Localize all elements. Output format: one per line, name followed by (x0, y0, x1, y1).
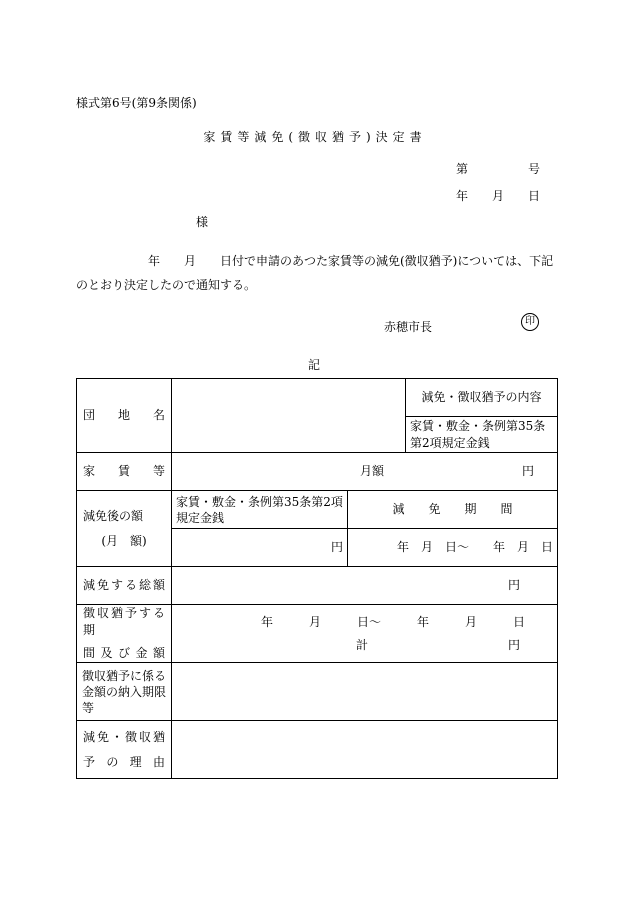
after-sub: (月 額) (101, 533, 147, 548)
due-value (172, 663, 558, 721)
after-label-cell (77, 491, 172, 567)
defer-range: 年 月 日〜 年 月 日 (261, 614, 526, 629)
reason-label-2: 予の理由 (83, 754, 165, 769)
document-title: 家賃等減免(徴収猶予)決定書 (203, 130, 427, 144)
decision-table (76, 378, 558, 779)
paragraph-line-1: 年 月 日付で申請のあつた家賃等の減免(徴収猶予)については、下記 (148, 254, 554, 268)
paragraph-line-2: のとおり決定したので通知する。 (76, 278, 257, 292)
defer-label-1: 徴収猶予する期 (83, 606, 165, 637)
due-label: 徴収猶予に係る金額の納入期限等 (77, 663, 172, 721)
reason-label-cell (77, 721, 172, 779)
reason-label-1: 減免・徴収猶 (83, 729, 165, 744)
form-number: 様式第6号(第9条関係) (76, 96, 197, 110)
after-label: 減免後の額 (83, 508, 144, 523)
date-year-label: 年 (456, 189, 469, 203)
danchi-label: 団地名 (77, 379, 172, 453)
number-suffix: 号 (528, 162, 541, 176)
after-header: 家賃・敷金・条例第35条第2項規定金銭 (172, 491, 348, 529)
rent-yen: 円 (522, 464, 535, 478)
total-value (172, 567, 558, 605)
ki-heading: 記 (308, 358, 321, 372)
monthly-label: 月額 (360, 464, 385, 478)
defer-yen: 円 (508, 637, 521, 652)
total-label: 減免する総額 (77, 567, 172, 605)
period-header: 減 免 期 間 (348, 491, 558, 529)
total-yen: 円 (508, 578, 521, 592)
reason-value (172, 721, 558, 779)
defer-total-label: 計 (356, 637, 369, 652)
defer-value (172, 605, 558, 663)
rent-label: 家賃等 (77, 453, 172, 491)
content-header: 減免・徴収猶予の内容 (406, 379, 558, 417)
addressee-suffix: 様 (196, 215, 209, 229)
rent-value (172, 453, 558, 491)
period-range: 年 月 日〜 年 月 日 (348, 529, 558, 567)
danchi-value (172, 379, 406, 453)
date-day-label: 日 (528, 189, 541, 203)
after-yen: 円 (172, 529, 348, 567)
seal-mark: 印 (521, 313, 539, 331)
date-month-label: 月 (492, 189, 505, 203)
content-sub: 家賃・敷金・条例第35条第2項規定金銭 (406, 417, 558, 453)
number-label: 第 (456, 162, 469, 176)
defer-label-cell (77, 605, 172, 663)
issuer-name: 赤穂市長 (384, 320, 433, 334)
defer-label-2: 間及び金額 (83, 646, 165, 660)
